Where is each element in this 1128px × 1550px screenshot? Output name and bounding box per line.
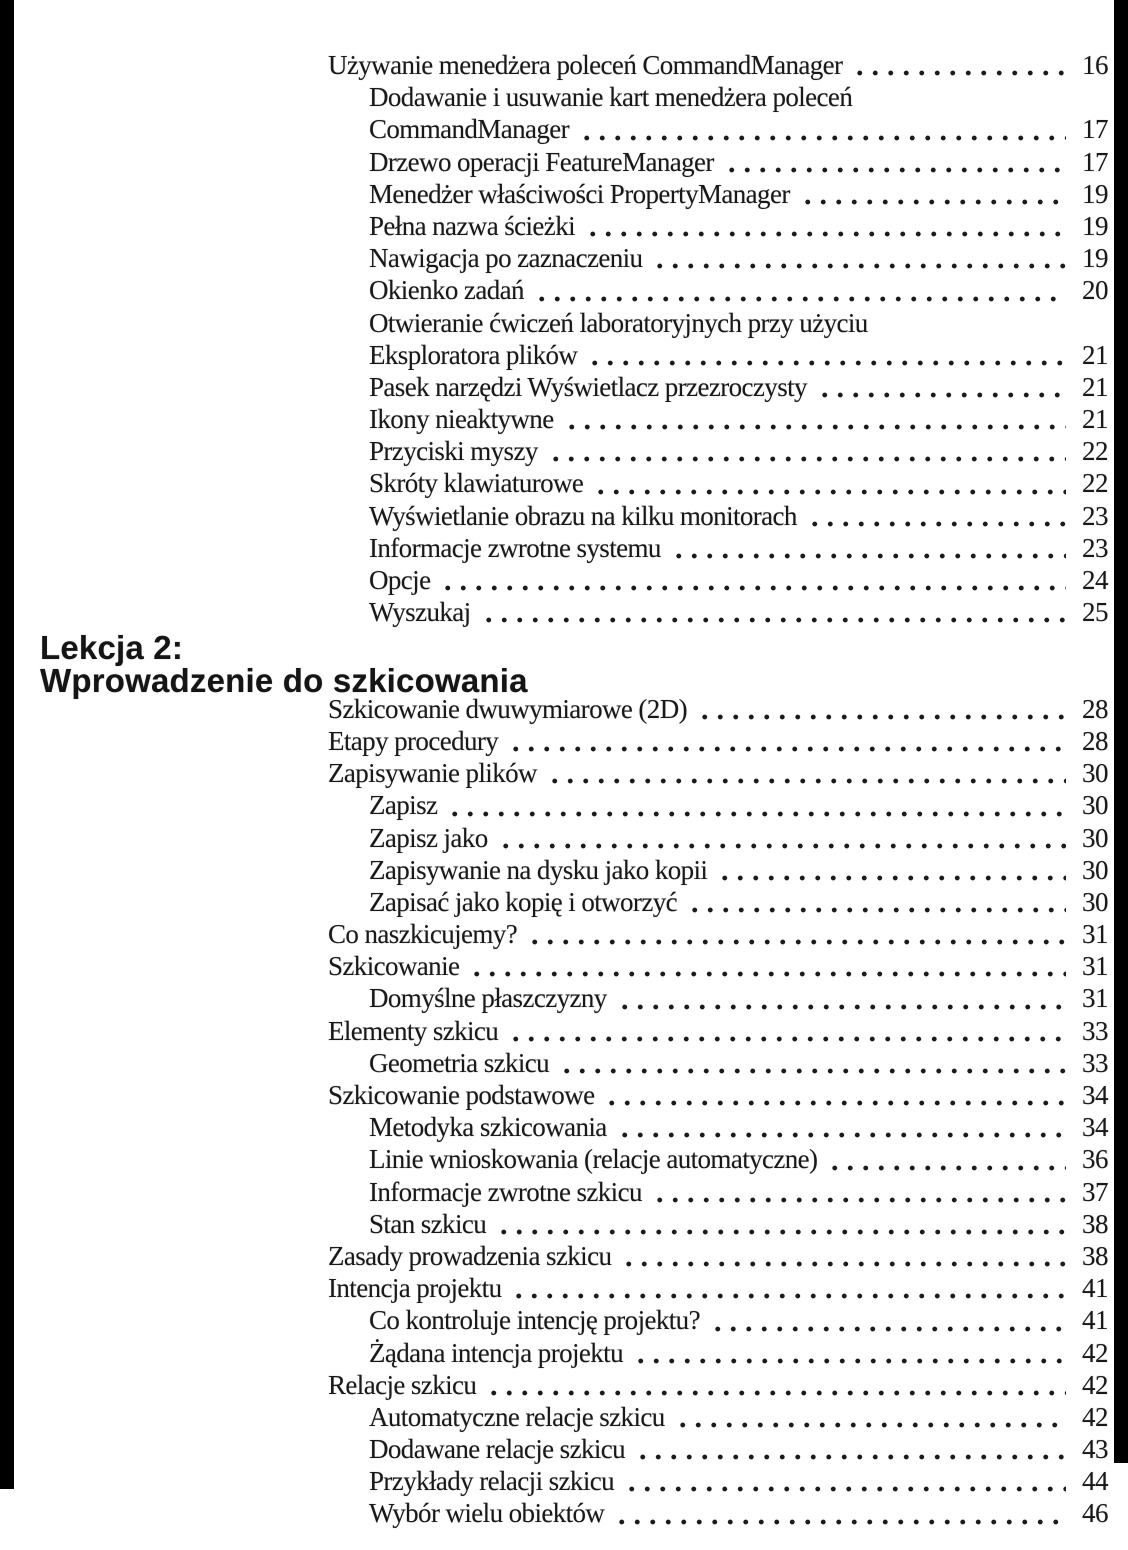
- dot-leader: [850, 50, 1066, 82]
- entry-title: Informacje zwrotne systemu: [369, 532, 661, 563]
- dot-leader: [583, 211, 1066, 243]
- dot-leader: [546, 436, 1066, 468]
- entry-title: Przykłady relacji szkicu: [369, 1466, 615, 1497]
- toc-entry: [0, 404, 1128, 436]
- dot-leader: [509, 1273, 1066, 1305]
- page-number: 22: [1082, 468, 1108, 499]
- page-number: 44: [1082, 1466, 1108, 1497]
- page-number: 20: [1082, 275, 1108, 306]
- dot-leader: [496, 823, 1066, 855]
- dot-leader: [494, 1209, 1066, 1241]
- toc-entry: [0, 919, 1128, 951]
- entry-title: Drzewo operacji FeatureManager: [369, 146, 714, 177]
- dot-leader: [602, 1080, 1066, 1112]
- toc-entry: [0, 1402, 1128, 1434]
- page-number: 28: [1082, 693, 1108, 724]
- toc-entry: [0, 726, 1128, 758]
- dot-leader: [685, 887, 1066, 919]
- entry-title: Wybór wielu obiektów: [369, 1498, 605, 1529]
- toc-entry: [0, 758, 1128, 790]
- toc-entry: [0, 855, 1128, 887]
- dot-leader: [669, 533, 1066, 565]
- toc-entry: [0, 1273, 1128, 1305]
- chapter-heading-line: [0, 629, 1128, 667]
- page-number: 23: [1082, 532, 1108, 563]
- toc-entry: [0, 340, 1128, 372]
- dot-leader: [615, 1112, 1066, 1144]
- page-number: 19: [1082, 178, 1108, 209]
- toc-entry: [0, 372, 1128, 404]
- page-number: 21: [1082, 404, 1108, 435]
- dot-leader: [591, 468, 1066, 500]
- page-number: 21: [1082, 339, 1108, 370]
- page-number: 28: [1082, 725, 1108, 756]
- page-number: 42: [1082, 1337, 1108, 1368]
- page-number: 38: [1082, 1240, 1108, 1271]
- page-number: 31: [1082, 951, 1108, 982]
- dot-leader: [612, 1498, 1066, 1530]
- page-number: 23: [1082, 500, 1108, 531]
- page-number: 41: [1082, 1305, 1108, 1336]
- entry-title: Zapisywanie plików: [328, 758, 537, 789]
- entry-title: Eksploratora plików: [369, 339, 578, 370]
- toc-entry: [0, 533, 1128, 565]
- toc-entry: [0, 823, 1128, 855]
- entry-title: Co kontroluje intencję projektu?: [369, 1305, 700, 1336]
- dot-leader: [722, 147, 1066, 179]
- entry-title: Zapisać jako kopię i otworzyć: [369, 886, 677, 917]
- entry-title: Zapisz: [369, 790, 438, 821]
- page-number: 24: [1082, 565, 1108, 595]
- entry-title: Pasek narzędzi Wyświetlacz przezroczysty: [369, 371, 807, 402]
- toc-entry: [0, 436, 1128, 468]
- toc-entry: [0, 50, 1128, 82]
- toc-entry: [0, 1080, 1128, 1112]
- toc-entry: [0, 1016, 1128, 1048]
- dot-leader: [708, 1305, 1066, 1337]
- dot-leader: [562, 404, 1066, 436]
- entry-title: Szkicowanie: [328, 951, 460, 982]
- page-number: 36: [1082, 1144, 1108, 1175]
- page-number: 30: [1082, 790, 1108, 821]
- dot-leader: [506, 726, 1066, 758]
- page-number: 34: [1082, 1112, 1108, 1143]
- toc-entry: [0, 1338, 1128, 1370]
- page-number: 30: [1082, 758, 1108, 789]
- entry-title: Ikony nieaktywne: [369, 404, 554, 435]
- toc-entry: [0, 114, 1128, 146]
- dot-leader: [467, 951, 1066, 983]
- entry-title: Otwieranie ćwiczeń laboratoryjnych przy użyciu: [369, 307, 868, 338]
- entry-title: Okienko zadań: [369, 275, 524, 306]
- toc-entry: [0, 1048, 1128, 1080]
- page-number: 37: [1082, 1176, 1108, 1207]
- toc-entry: [0, 1370, 1128, 1402]
- toc-entry: [0, 275, 1128, 307]
- dot-leader: [619, 1241, 1066, 1273]
- table-of-contents: [0, 50, 1128, 1531]
- dot-leader: [805, 501, 1066, 533]
- entry-title: Skróty klawiaturowe: [369, 468, 584, 499]
- entry-title: Automatyczne relacje szkicu: [369, 1401, 665, 1432]
- toc-entry: [0, 951, 1128, 983]
- entry-title: Zapisz jako: [369, 822, 488, 853]
- toc-entry: [0, 1209, 1128, 1241]
- dot-leader: [506, 1016, 1066, 1048]
- dot-leader: [557, 1048, 1066, 1080]
- toc-entry: [0, 1305, 1128, 1337]
- page-number: 43: [1082, 1434, 1108, 1465]
- toc-entry: [0, 243, 1128, 275]
- page-number: 17: [1082, 146, 1108, 177]
- dot-leader: [650, 1177, 1066, 1209]
- entry-title: Pełna nazwa ścieżki: [369, 210, 575, 241]
- dot-leader: [673, 1402, 1066, 1434]
- dot-leader: [577, 114, 1066, 146]
- entry-title: Dodawanie i usuwanie kart menedżera poleceń: [369, 82, 853, 113]
- toc-entry: [0, 468, 1128, 500]
- page-number: 42: [1082, 1401, 1108, 1432]
- entry-title: Szkicowanie podstawowe: [328, 1080, 595, 1110]
- page-number: 31: [1082, 983, 1108, 1014]
- dot-leader: [650, 243, 1066, 275]
- dot-leader: [585, 340, 1066, 372]
- toc-entry: [0, 1177, 1128, 1209]
- entry-title: Elementy szkicu: [328, 1015, 499, 1046]
- entry-title: Żądana intencja projektu: [369, 1337, 623, 1368]
- entry-title: Domyślne płaszczyzny: [369, 983, 607, 1014]
- page-number: 33: [1082, 1047, 1108, 1078]
- toc-entry: [0, 501, 1128, 533]
- page-number: 30: [1082, 822, 1108, 853]
- dot-leader: [631, 1338, 1066, 1370]
- chapter-heading-text: Wprowadzenie do szkicowania: [40, 661, 528, 699]
- entry-title: Metodyka szkicowania: [369, 1112, 607, 1143]
- chapter-heading-line: [0, 661, 1128, 699]
- dot-leader: [438, 565, 1066, 597]
- entry-title: Wyszukaj: [369, 597, 471, 628]
- entry-title: CommandManager: [369, 114, 570, 145]
- entry-title: Nawigacja po zaznaczeniu: [369, 243, 643, 274]
- entry-title: Geometria szkicu: [369, 1047, 550, 1078]
- page-number: 17: [1082, 114, 1108, 145]
- page-number: 41: [1082, 1273, 1108, 1304]
- page-number: 25: [1082, 597, 1108, 628]
- dot-leader: [445, 790, 1066, 822]
- dot-leader: [825, 1144, 1066, 1176]
- page-number: 16: [1082, 50, 1108, 80]
- page-number: 19: [1082, 210, 1108, 241]
- entry-title: Używanie menedżera poleceń CommandManager: [328, 50, 843, 80]
- entry-title: Etapy procedury: [328, 725, 499, 756]
- dot-leader: [695, 694, 1066, 726]
- entry-title: Przyciski myszy: [369, 436, 538, 467]
- page-number: 42: [1082, 1369, 1108, 1400]
- toc-entry: [0, 597, 1128, 629]
- dot-leader: [484, 1370, 1066, 1402]
- toc-entry: [0, 147, 1128, 179]
- page-number: 22: [1082, 436, 1108, 467]
- entry-title: Szkicowanie dwuwymiarowe (2D): [328, 693, 687, 724]
- page-number: 34: [1082, 1080, 1108, 1110]
- toc-entry: [0, 565, 1128, 597]
- page-number: 30: [1082, 886, 1108, 917]
- entry-title: Menedżer właściwości PropertyManager: [369, 178, 790, 209]
- page-number: 19: [1082, 243, 1108, 274]
- page-number: 30: [1082, 854, 1108, 885]
- toc-entry: [0, 1434, 1128, 1466]
- entry-title: Wyświetlanie obrazu na kilku monitorach: [369, 500, 797, 531]
- entry-title: Informacje zwrotne szkicu: [369, 1176, 642, 1207]
- toc-entry: [0, 1144, 1128, 1176]
- page-number: 46: [1082, 1498, 1108, 1529]
- toc-entry: [0, 1498, 1128, 1530]
- dot-leader: [525, 919, 1066, 951]
- toc-entry: [0, 82, 1128, 114]
- page-number: 31: [1082, 919, 1108, 950]
- chapter-heading-text: Lekcja 2:: [40, 629, 184, 667]
- toc-entry: [0, 887, 1128, 919]
- entry-title: Linie wnioskowania (relacje automatyczne): [369, 1144, 818, 1175]
- dot-leader: [622, 1466, 1066, 1498]
- toc-entry: [0, 308, 1128, 340]
- entry-title: Relacje szkicu: [328, 1369, 477, 1400]
- toc-entry: [0, 790, 1128, 822]
- entry-title: Stan szkicu: [369, 1208, 487, 1239]
- entry-title: Dodawane relacje szkicu: [369, 1434, 626, 1465]
- toc-entry: [0, 1241, 1128, 1273]
- page-number: 21: [1082, 371, 1108, 402]
- page-number: 33: [1082, 1015, 1108, 1046]
- dot-leader: [798, 179, 1066, 211]
- entry-title: Zasady prowadzenia szkicu: [328, 1240, 612, 1271]
- dot-leader: [479, 597, 1066, 629]
- toc-entry: [0, 1466, 1128, 1498]
- dot-leader: [545, 758, 1066, 790]
- entry-title: Intencja projektu: [328, 1273, 502, 1304]
- page-number: 38: [1082, 1208, 1108, 1239]
- dot-leader: [532, 275, 1066, 307]
- dot-leader: [715, 855, 1066, 887]
- dot-leader: [815, 372, 1066, 404]
- toc-entry: [0, 179, 1128, 211]
- toc-entry: [0, 983, 1128, 1015]
- dot-leader: [633, 1434, 1066, 1466]
- toc-entry: [0, 211, 1128, 243]
- dot-leader: [615, 983, 1066, 1015]
- toc-entry: [0, 1112, 1128, 1144]
- entry-title: Opcje: [369, 565, 431, 595]
- entry-title: Zapisywanie na dysku jako kopii: [369, 854, 708, 885]
- entry-title: Co naszkicujemy?: [328, 919, 518, 950]
